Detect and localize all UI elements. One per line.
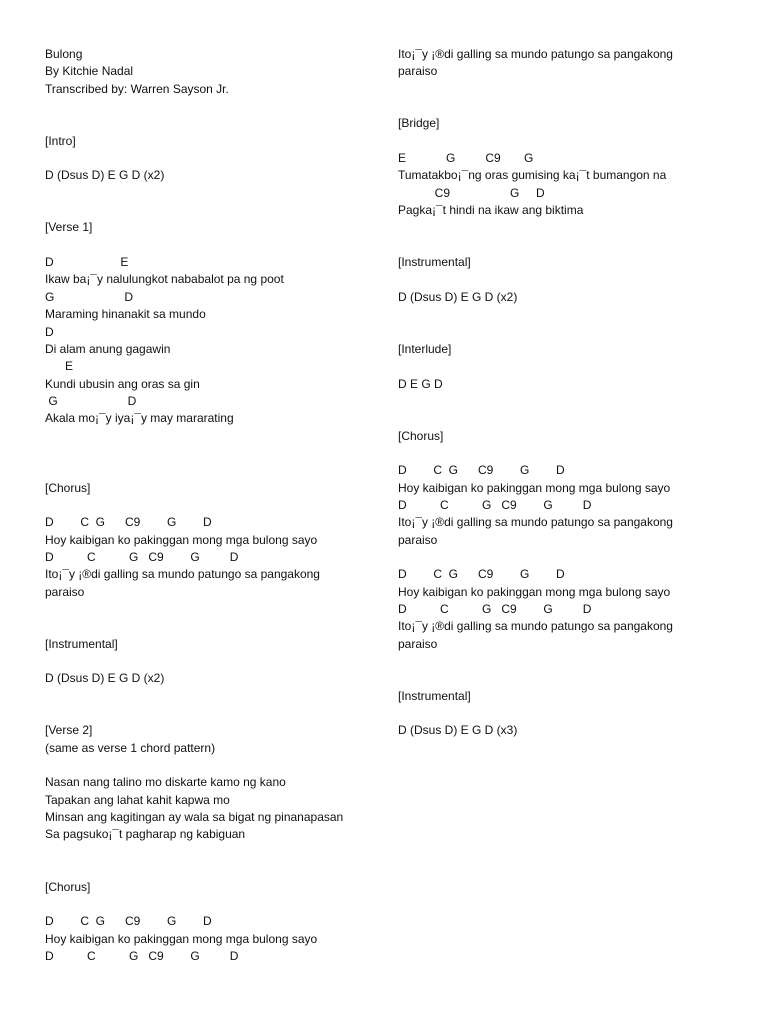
left-text-line: paraiso bbox=[45, 584, 85, 599]
blank-line bbox=[45, 185, 385, 202]
blank-line bbox=[45, 445, 385, 462]
left-text-line: Hoy kaibigan ko pakinggan mong mga bulong sayo bbox=[45, 532, 318, 547]
blank-line bbox=[398, 705, 738, 722]
blank-line bbox=[45, 653, 385, 670]
chord-line: D (Dsus D) E G D (x2) bbox=[398, 289, 518, 304]
section-heading: [Instrumental] bbox=[45, 636, 118, 651]
right-text-line: Ito¡¯y ¡®di galling sa mundo patungo sa pangakong bbox=[398, 619, 673, 634]
blank-line bbox=[398, 133, 738, 150]
left-text-line: Di alam anung gagawin bbox=[45, 341, 171, 356]
chord-line: D C G C9 G D bbox=[398, 567, 565, 582]
left-text-line: Tapakan ang lahat kahit kapwa mo bbox=[45, 792, 230, 807]
blank-line bbox=[398, 393, 738, 410]
right-column bbox=[398, 46, 738, 740]
blank-line bbox=[398, 358, 738, 375]
section-heading: [Verse 1] bbox=[45, 220, 93, 235]
section-heading: [Verse 2] bbox=[45, 723, 93, 738]
chord-line: D bbox=[45, 324, 54, 339]
chord-line: D C G C9 G D bbox=[398, 602, 592, 616]
blank-line bbox=[45, 601, 385, 618]
chord-line: D C G C9 G D bbox=[45, 914, 212, 929]
chord-line: C9 G D bbox=[398, 185, 545, 200]
blank-line bbox=[398, 445, 738, 462]
left-text-line: Akala mo¡¯y iya¡¯y may mararating bbox=[45, 411, 234, 426]
section-heading: [Chorus] bbox=[45, 879, 91, 894]
blank-line bbox=[45, 202, 385, 219]
blank-line bbox=[398, 653, 738, 670]
blank-line bbox=[398, 324, 738, 341]
blank-line bbox=[45, 98, 385, 115]
blank-line bbox=[45, 757, 385, 774]
blank-line bbox=[45, 237, 385, 254]
blank-line bbox=[45, 618, 385, 635]
right-text-line: Ito¡¯y ¡®di galling sa mundo patungo sa pangakong bbox=[398, 47, 673, 61]
section-heading: [Instrumental] bbox=[398, 255, 471, 270]
blank-line bbox=[398, 271, 738, 288]
chord-line: E bbox=[45, 359, 74, 374]
right-text-line: Hoy kaibigan ko pakinggan mong mga bulong sayo bbox=[398, 480, 671, 495]
left-text-line: Kundi ubusin ang oras sa gin bbox=[45, 376, 200, 391]
blank-line bbox=[398, 306, 738, 323]
blank-line bbox=[45, 688, 385, 705]
chord-line: D C G C9 G D bbox=[45, 948, 239, 963]
left-text-line: By Kitchie Nadal bbox=[45, 64, 134, 79]
right-text-line: Pagka¡¯t hindi na ikaw ang biktima bbox=[398, 203, 584, 218]
left-text-line: Ikaw ba¡¯y nalulungkot nababalot pa ng poot bbox=[45, 272, 284, 287]
chord-line: D C G C9 G D bbox=[45, 549, 239, 564]
chord-line: D C G C9 G D bbox=[398, 497, 592, 512]
right-text-line: paraiso bbox=[398, 532, 438, 547]
blank-line bbox=[398, 98, 738, 115]
section-heading: [Chorus] bbox=[45, 480, 91, 495]
chord-line: D E G D bbox=[398, 376, 443, 391]
right-text-line: paraiso bbox=[398, 64, 438, 79]
left-text-line: Hoy kaibigan ko pakinggan mong mga bulong sayo bbox=[45, 931, 318, 946]
section-heading: [Chorus] bbox=[398, 428, 444, 443]
blank-line bbox=[45, 115, 385, 132]
chord-line: D E bbox=[45, 255, 129, 270]
chord-line: G D bbox=[45, 393, 137, 408]
section-heading: [Interlude] bbox=[398, 341, 452, 356]
chord-line: E G C9 G bbox=[398, 151, 534, 166]
blank-line bbox=[45, 150, 385, 167]
chord-line: G D bbox=[45, 289, 134, 304]
section-heading: [Intro] bbox=[45, 133, 76, 148]
right-text-line: Hoy kaibigan ko pakinggan mong mga bulong sayo bbox=[398, 584, 671, 599]
right-text-line: Tumatakbo¡¯ng oras gumising ka¡¯t bumangon na bbox=[398, 168, 667, 183]
left-text-line: Nasan nang talino mo diskarte kamo ng kano bbox=[45, 775, 286, 790]
blank-line bbox=[45, 844, 385, 861]
left-column bbox=[45, 46, 385, 965]
chord-line: D (Dsus D) E G D (x2) bbox=[45, 168, 165, 183]
blank-line bbox=[398, 549, 738, 566]
blank-line bbox=[398, 410, 738, 427]
left-text-line: Ito¡¯y ¡®di galling sa mundo patungo sa pangakong bbox=[45, 567, 320, 582]
blank-line bbox=[45, 861, 385, 878]
blank-line bbox=[45, 896, 385, 913]
blank-line bbox=[45, 497, 385, 514]
blank-line bbox=[398, 670, 738, 687]
right-text-line: paraiso bbox=[398, 636, 438, 651]
left-text-line: Sa pagsuko¡¯t pagharap ng kabiguan bbox=[45, 827, 246, 842]
blank-line bbox=[45, 428, 385, 445]
chord-line: D C G C9 G D bbox=[45, 515, 212, 530]
blank-line bbox=[398, 219, 738, 236]
section-heading: [Bridge] bbox=[398, 116, 440, 131]
chord-line: D (Dsus D) E G D (x2) bbox=[45, 671, 165, 686]
left-text-line: Bulong bbox=[45, 47, 83, 61]
blank-line bbox=[45, 705, 385, 722]
left-text-line: Maraming hinanakit sa mundo bbox=[45, 307, 206, 322]
chord-line: D C G C9 G D bbox=[398, 463, 565, 478]
left-text-line: Transcribed by: Warren Sayson Jr. bbox=[45, 81, 229, 96]
blank-line bbox=[45, 462, 385, 479]
right-text-line: Ito¡¯y ¡®di galling sa mundo patungo sa pangakong bbox=[398, 515, 673, 530]
section-heading: [Instrumental] bbox=[398, 688, 471, 703]
chord-line: D (Dsus D) E G D (x3) bbox=[398, 723, 518, 738]
blank-line bbox=[398, 237, 738, 254]
left-text-line: Minsan ang kagitingan ay wala sa bigat ng pinanapasan bbox=[45, 810, 344, 825]
blank-line bbox=[398, 81, 738, 98]
left-text-line: (same as verse 1 chord pattern) bbox=[45, 740, 216, 755]
